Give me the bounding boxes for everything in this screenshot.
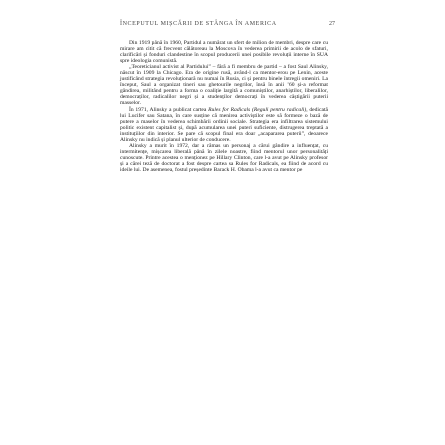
book-title: Rules for Radicals (Reguli pentru radicali) [208,106,307,113]
paragraph-3-lead: În 1971, Alinsky a publicat cartea [129,106,209,113]
paragraph-2: „Teoreticianul activist al Partidului” – fără a fi membru de partid – a fost Saul Alinsky, născut în 1909 la Chicago. Era de origine rusă, având-l ca mentor-erou pe Lenin, aceste justificând strategia revoluționară nu numai în Rusia, ci și pentru binele întregii omeniri. La început, Saul a organizat tineri sau ghetourile negrilor, însă în anii ’60 și-a reformat gândirea, militând pentru a forma o coaliție largită a comuniștilor, anarhiștilor, liberalilor, democraților, radicalilor negri și a studenților democrați în vederea câștigării puterii masselor. [120,64,328,107]
page-number: 27 [329,21,335,27]
body-text [120,40,328,173]
paragraph-1: Din 1919 până în 1960, Partidul a numărat un sfert de milion de membri, despre care cu mirare am citit că frecvent călătoreau la Moscova în vederea primirii de acolo de sfaturi, clarificări și fonduri clandestine în scopul producerii unei posibile revoluții interne în SUA spre ideologia comunistă. [120,40,328,65]
paragraph-4: Alinsky a murit în 1972, dar a rămas un personaj a cărui gândire a influențat, cu intermitențe, mișcarea liberală până în zilele noastre, fiind mentorul unor personalități cunoscute. Printre acestea o menționez pe Hillary Clinton, care l-a avut pe Alinsky profesor și a cărei teză de doctorat a fost despre cartea sa Rules for Radicals, ea fiind de acord cu ideile lui. De asemenea, fostul președinte Barack H. Obama l-a avut ca mentor pe [120,142,328,173]
paragraph-3-rest: , dedicată lui Lucifer sau Satana, în care susține că menirea activiștilor este să formeze o bază de putere a maselor în vederea schimbării ordinii sociale. Strategia era infiltrarea sistemului politic existent capitalist și, după acumularea unei puteri suficiente, distrugerea treptată a instituțiilor din interior. Se pare că scopul final era doar „acapararea puterii”, deoarece Alinsky nu indică și planul ulterior de conducere. [120,106,328,143]
running-head [120,21,335,27]
chapter-title: ÎNCEPUTUL MIȘCĂRII DE STÂNGA ÎN AMERICA [120,21,277,27]
paragraph-3 [120,107,328,143]
